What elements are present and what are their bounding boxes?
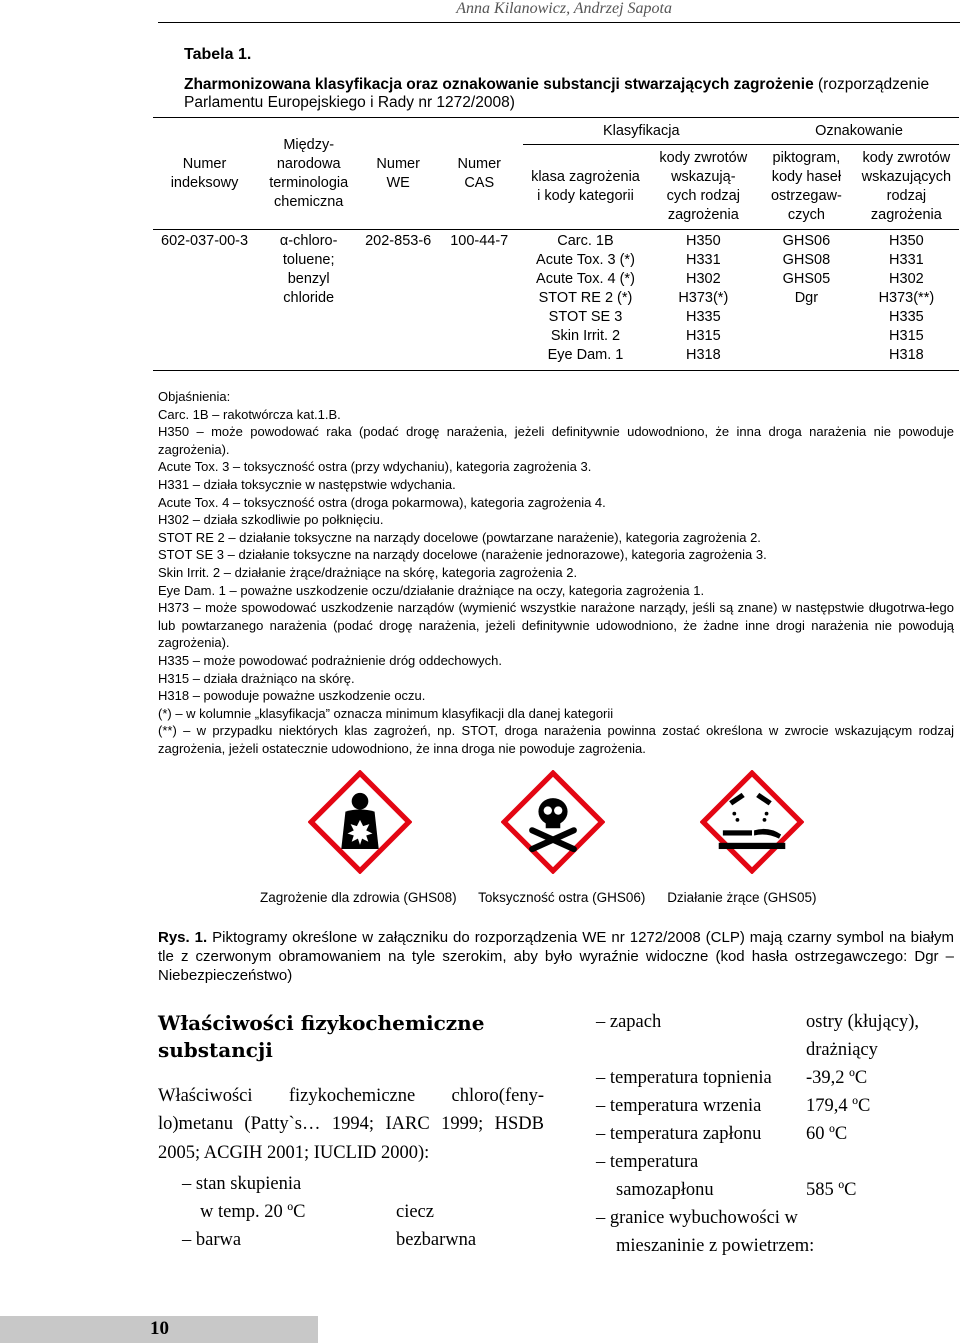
table-row — [153, 230, 959, 371]
pictogram-row — [155, 770, 955, 890]
cell-we: 202-853-6 — [365, 233, 432, 249]
cell-klasa: Carc. 1B Acute Tox. 3 (*) Acute Tox. 4 (*) STOT RE 2 (*) STOT SE 3 Skin Irrit. 2 Eye Dam. 1 — [536, 233, 635, 363]
page-number: 10 — [150, 1318, 169, 1339]
header-numer-indeksowy: Numer indeksowy — [153, 118, 256, 230]
header-piktogram: piktogram, kody haseł ostrzegaw- czych — [759, 145, 854, 230]
figure-label: Rys. 1. — [158, 929, 208, 946]
list-item: – stan skupienia — [182, 1174, 302, 1194]
figure-caption — [158, 928, 954, 985]
explanation-item: Acute Tox. 4 – toksyczność ostra (droga pokarmowa), kategoria zagrożenia 4. — [158, 494, 606, 510]
table-title-bold: Zharmonizowana klasyfikacja oraz oznakowanie substancji stwarzających zagrożenie — [184, 76, 814, 93]
list-item: samozapłonu 585 ºC — [616, 1180, 857, 1200]
classification-table — [153, 117, 959, 371]
section-body: Właściwości fizykochemiczne chloro(feny-lo)metanu (Patty`s… 1994; IARC 1999; HSDB 2005; ACGIH 2001; IUCLID 2000): — [158, 1086, 544, 1163]
list-item: – temperatura wrzenia 179,4 ºC — [596, 1096, 871, 1116]
list-item: – temperatura — [596, 1152, 699, 1172]
header-kody-zwrotow-klas: kody zwrotów wskazują- cych rodzaj zagrożenia — [648, 145, 760, 230]
explanation-item: Eye Dam. 1 – poważne uszkodzenie oczu/działanie drażniące na oczy, kategoria zagrożenia 1. — [158, 582, 705, 598]
cell-index: 602-037-00-3 — [161, 233, 249, 249]
header-klasyfikacja: Klasyfikacja — [523, 118, 759, 145]
header-rule — [158, 22, 960, 23]
header-numer-we: Numer WE — [361, 118, 435, 230]
explanation-item: H350 – może powodować raka (podać drogę narażenia, jeżeli definitywnie udowodniono, że inna droga narażenia nie powoduje zagrożenia). — [158, 424, 954, 457]
cell-kody-klas: H350 H331 H302 H373(*) H335 H315 H318 — [678, 233, 729, 363]
running-header-authors: Anna Kilanowicz, Andrzej Sapota — [456, 0, 672, 17]
list-item: – granice wybuchowości w — [596, 1208, 798, 1228]
list-item: w temp. 20 ºC ciecz — [200, 1202, 434, 1222]
explanation-heading: Objaśnienia: — [158, 389, 231, 404]
explanation-item: H373 – może spowodować uszkodzenie narządów (wymienić wszystkie narażone narządy, jeśli są znane) w następstwie długotrwa-łego lub powtarzanego narażenia (podać drogę narażenia, jeżeli definitywnie udowodniono, że żadne inne drogi narażenia nie powodują zagrożenia). — [158, 600, 954, 651]
list-item: – zapach ostry (kłujący), — [596, 1012, 920, 1032]
explanation-item: STOT RE 2 – działanie toksyczne na narządy docelowe (powtarzane narażenie), kategoria zagrożenia 2. — [158, 529, 761, 545]
explanation-item: STOT SE 3 – działanie toksyczne na narządy docelowe (narażenie jednorazowe), kategoria zagrożenia 3. — [158, 547, 767, 563]
skull-crossbones-icon — [501, 770, 605, 874]
table-title-rest: (rozporządzenie Parlamentu Europejskiego i Rady nr 1272/2008) — [184, 76, 930, 111]
caption-ghs06: Toksyczność ostra (GHS06) — [478, 890, 646, 905]
explanations — [158, 388, 954, 757]
table-title — [184, 76, 952, 112]
cell-name: α-chloro- toluene; benzyl chloride — [279, 233, 338, 306]
header-numer-cas: Numer CAS — [435, 118, 523, 230]
properties-right-list — [596, 1008, 956, 1260]
properties-left-list — [158, 1170, 558, 1254]
table-label: Tabela 1. — [184, 46, 252, 63]
caption-ghs05: Działanie żrące (GHS05) — [667, 890, 817, 905]
explanation-item: H318 – powoduje poważne uszkodzenie oczu. — [158, 688, 426, 704]
list-item: mieszaninie z powietrzem: — [616, 1236, 815, 1256]
header-terminologia: Między- narodowa terminologia chemiczna — [256, 118, 361, 230]
list-item: – temperatura zapłonu 60 ºC — [596, 1124, 848, 1144]
explanation-item: Skin Irrit. 2 – działanie żrące/drażniące na skórę, kategoria zagrożenia 2. — [158, 564, 578, 580]
explanation-item: H335 – może powodować podrażnienie dróg oddechowych. — [158, 652, 502, 668]
section-title: Właściwości fizykochemiczne substancji — [158, 1011, 485, 1062]
explanation-item: Acute Tox. 3 – toksyczność ostra (przy wdychaniu), kategoria zagrożenia 3. — [158, 459, 592, 475]
corrosion-icon — [700, 770, 804, 874]
header-kody-zwrotow-ozn: kody zwrotów wskazujących rodzaj zagrożenia — [854, 145, 959, 230]
explanation-item: H315 – działa drażniąco na skórę. — [158, 670, 355, 686]
list-item: – barwa bezbarwna — [182, 1230, 477, 1250]
header-klasa: klasa zagrożenia i kody kategorii — [523, 145, 647, 230]
explanation-item: (*) – w kolumnie „klasyfikacja” oznacza minimum klasyfikacji dla danej kategorii — [158, 705, 614, 721]
cell-kody-ozn: H350 H331 H302 H373(**) H335 H315 H318 — [878, 233, 935, 363]
cell-piktogram: GHS06 GHS08 GHS05 Dgr — [782, 233, 831, 306]
explanation-item: H302 – działa szkodliwie po połknięciu. — [158, 512, 384, 528]
header-oznakowanie: Oznakowanie — [759, 118, 959, 145]
list-item: drażniący — [806, 1040, 878, 1060]
explanation-item: Carc. 1B – rakotwórcza kat.1.B. — [158, 406, 341, 422]
list-item: – temperatura topnienia -39,2 ºC — [596, 1068, 868, 1088]
explanation-item: (**) – w przypadku niektórych klas zagrożeń, np. STOT, droga narażenia powinna zostać określona w zwrocie wskazującym rodzaj zagrożenia, jeżeli ostatecznie udowodniono, że inna droga nie powoduje zagrożenia. — [158, 723, 954, 756]
caption-ghs08: Zagrożenie dla zdrowia (GHS08) — [260, 890, 457, 905]
cell-cas: 100-44-7 — [450, 233, 509, 249]
figure-text: Piktogramy określone w załączniku do rozporządzenia WE nr 1272/2008 (CLP) mają czarny symbol na białym tle z czerwonym obramowaniem na tyle szerokim, aby było wyraźnie widoczne (kod hasła ostrzegawczego: Dgr – Niebezpieczeństwo) — [158, 929, 954, 984]
health-hazard-icon — [308, 770, 412, 874]
explanation-item: H331 – działa toksycznie w następstwie wdychania. — [158, 476, 456, 492]
pictogram-captions — [260, 890, 835, 905]
